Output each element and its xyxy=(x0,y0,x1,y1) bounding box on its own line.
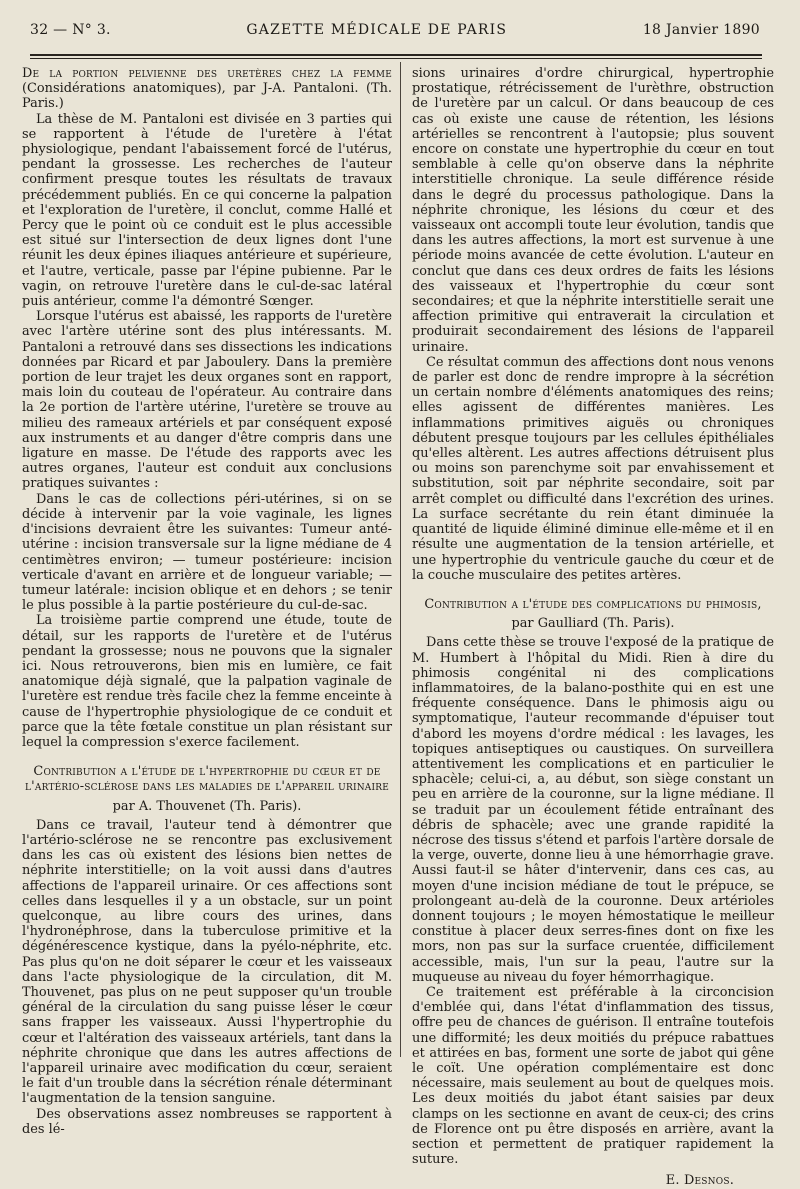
article-byline: par Gaulliard (Th. Paris). xyxy=(511,616,675,632)
section-gap xyxy=(412,583,774,593)
right-column xyxy=(412,66,774,1189)
header-rule xyxy=(30,54,762,56)
paragraph: sions urinaires d'ordre chirurgical, hypertrophie prostatique, rétrécissement de l'urèthre, obstruction de l'uretère par un calcul. Or dans beaucoup de ces cas où existe une cause de rétention, les lésions artérielles se rencontrent à l'autopsie; plus souvent encore on constate une hypertrophie du cœur en tout semblable à celle qu'on observe dans la néphrite interstitielle chronique. La seule différence réside dans le degré du processus pathologique. Dans la néphrite chronique, les lésions du cœur et des vaisseaux ont accompli toute leur évolution, tandis que dans les autres affections, la mort est survenue à une période moins avancée de cette évolution. L'auteur en conclut que dans ces deux ordres de faits les lésions des vaisseaux et l'hypertrophie du cœur sont secondaires; et que la néphrite interstitielle serait une affection primitive qui entraverait la circulation et produirait secondairement des lésions de l'appareil urinaire. xyxy=(412,66,774,355)
paragraph: Lorsque l'utérus est abaissé, les rapports de l'uretère avec l'artère utérine sont des plus intéressants. M. Pantaloni a retrouvé dans ses dissections les indications données par Ricard et par Jaboulery. Dans la première portion de leur trajet les deux organes sont en rapport, mais loin du couteau de l'opérateur. Au contraire dans la 2e portion de l'artère utérine, l'uretère se trouve au milieu des rameaux artériels et par conséquent exposé aux instruments et au danger d'être compris dans une ligature en masse. De l'étude des rapports avec les autres organes, l'auteur est conduit aux conclusions pratiques suivantes : xyxy=(22,309,392,492)
paragraph: Ce traitement est préférable à la circoncision d'emblée qui, dans l'état d'inflammation des tissus, offre peu de chances de guérison. Il entraîne toutefois une difformité; les deux moitiés du prépuce rabattues et attirées en bas, forment une sorte de jabot qui gêne le coït. Une opération complémentaire est donc nécessaire, mais seulement au bout de quelques mois. Les deux moitiés du jabot étant saisies par deux clamps on les sectionne en avant de ceux-ci; des crins de Florence ont pu être disposés en arrière, avant la section et permettent de pratiquer rapidement la suture. xyxy=(412,984,774,1168)
article-title xyxy=(22,66,392,112)
column-divider xyxy=(400,62,401,1057)
paragraph: Dans cette thèse se trouve l'exposé de la pratique de M. Humbert à l'hôpital du Midi. Rien à dire du phimosis congénital ni des complications inflammatoires, de la balano-posthite qui en est une fréquente conséquence. Dans le phimosis aigu ou symptomatique, l'auteur recommande d'épuiser tout d'abord les moyens d'ordre médical : les lavages, les topiques antiseptiques ou caustiques. On surveillera attentivement les complications et en particulier le sphacèle; celui-ci, a, au début, son siège constant un peu en arrière de la couronne, sur la ligne médiane. Il se traduit par un écoulement fétide entraînant des débris de sphacèle; avec une grande rapidité la nécrose des tissus s'étend et parfois l'artère dorsale de la verge, ouverte, donne lieu à une hémorrhagie grave. Aussi faut-il se hâter d'intervenir, dans ces cas, au moyen d'une incision médiane de tout le prépuce, se prolongeant au-delà de la couronne. Deux artérioles donnent toujours ; le moyen hémostatique le meilleur constitue à placer deux serres-fines dont on fixe les mors, non pas sur la surface cruentée, difficilement accessible, mais, l'un sur la peau, l'autre sur la muqueuse au niveau du foyer hémorrhagique. xyxy=(412,635,774,985)
section-gap xyxy=(22,750,392,760)
article-title-rest: (Considérations anatomiques), par J-A. Pantaloni. (Th. Paris.) xyxy=(22,81,392,112)
article-title-prefix: De la portion pelvienne des uretères chez la femme xyxy=(22,66,392,81)
article-byline: par A. Thouvenet (Th. Paris). xyxy=(112,798,302,814)
page-number: 32 — N° 3. xyxy=(30,22,111,38)
journal-title: GAZETTE MÉDICALE DE PARIS xyxy=(246,22,508,38)
header-rule-thin xyxy=(30,58,762,59)
paragraph: Ce résultat commun des affections dont nous venons de parler est donc de rendre impropre à la sécrétion un certain nombre d'éléments anatomiques des reins; elles agissent de différentes manières. Les inflammations primitives aiguës ou chroniques débutent presque toujours par les cellules épithéliales qu'elles altèrent. Les autres affections détruisent plus ou moins son parenchyme soit par envahissement et substitution, soit par néphrite secondaire, soit par arrêt complet ou difficulté dans l'excrétion des urines. La surface secrétante du rein étant diminuée la quantité de liquide éliminé diminue elle-même et il en résulte une augmentation de la tension artérielle, et une hypertrophie du ventricule gauche du cœur et de la couche musculaire des petites artères. xyxy=(412,354,774,583)
left-column xyxy=(22,66,392,1137)
paragraph: Des observations assez nombreuses se rapportent à des lé- xyxy=(22,1106,392,1137)
issue-date: 18 Janvier 1890 xyxy=(642,22,760,38)
paragraph: Dans le cas de collections péri-utérines, si on se décide à intervenir par la voie vaginale, les lignes d'incisions devraient être les suivantes: Tumeur anté-utérine : incision transversale sur la ligne médiane de 4 centimètres environ; — tumeur postérieure: incision verticale d'avant en arrière et de longueur variable; — tumeur latérale: incision oblique et en dehors ; se tenir le plus possible à la partie postérieure du cul-de-sac. xyxy=(22,491,392,614)
paragraph: La thèse de M. Pantaloni est divisée en 3 parties qui se rapportent à l'étude de l'uretère à l'état physiologique, pendant l'abaissement forcé de l'utérus, pendant la grossesse. Les recherches de l'auteur confirment presque toutes les résultats de travaux précédemment publiés. En ce qui concerne la palpation et l'exploration de l'uretère, il conclut, comme Hallé et Percy que le point où ce conduit est le plus accessible est situé sur l'intersection de deux lignes dont l'une réunit les deux épines iliaques antérieure et supérieure, et l'autre, verticale, passe par l'épine pubienne. Par le vagin, on retrouve l'uretère dans le cul-de-sac latéral puis antérieur, comme l'a démontré Sœnger. xyxy=(22,111,392,310)
article-heading: Contribution a l'étude des complications du phimosis, xyxy=(424,596,762,612)
article-heading: Contribution a l'étude de l'hypertrophie du cœur et de l'artério-sclérose dans les maladies de l'appareil urinaire xyxy=(25,764,389,795)
page-header xyxy=(30,22,760,48)
signature: E. Desnos. xyxy=(665,1173,734,1189)
paragraph: Dans ce travail, l'auteur tend à démontrer que l'artério-sclérose ne se rencontre pas exclusivement dans les cas où existent des lésions bien nettes de néphrite interstitielle; on la voit aussi dans d'autres affections de l'appareil urinaire. Or ces affections sont celles dans lesquelles il y a un obstacle, sur un point quelconque, au libre cours des urines, dans l'hydronéphrose, dans la tuberculose primitive et la dégénérescence kystique, dans la pyélo-néphrite, etc. Pas plus qu'on ne doit séparer le cœur et les vaisseaux dans l'acte physiologique de la circulation, dit M. Thouvenet, pas plus on ne peut supposer qu'un trouble général de la circulation du sang puisse léser le cœur sans frapper les vaisseaux. Aussi l'hypertrophie du cœur et l'altération des vaisseaux artériels, tant dans la néphrite chronique que dans les autres affections de l'appareil urinaire avec modification du cœur, seraient le fait d'un trouble dans la sécrétion rénale déterminant l'augmentation de la tension sanguine. xyxy=(22,817,392,1107)
paragraph: La troisième partie comprend une étude, toute de détail, sur les rapports de l'uretère et de l'utérus pendant la grossesse; nous ne pouvons que la signaler ici. Nous retrouverons, bien mis en lumière, ce fait anatomique déjà signalé, que la palpation vaginale de l'uretère est rendue très facile chez la femme enceinte à cause de l'hypertrophie physiologique de ce conduit et parce que la tête fœtale constitue un plan résistant sur lequel la compression s'exerce facilement. xyxy=(22,613,392,750)
